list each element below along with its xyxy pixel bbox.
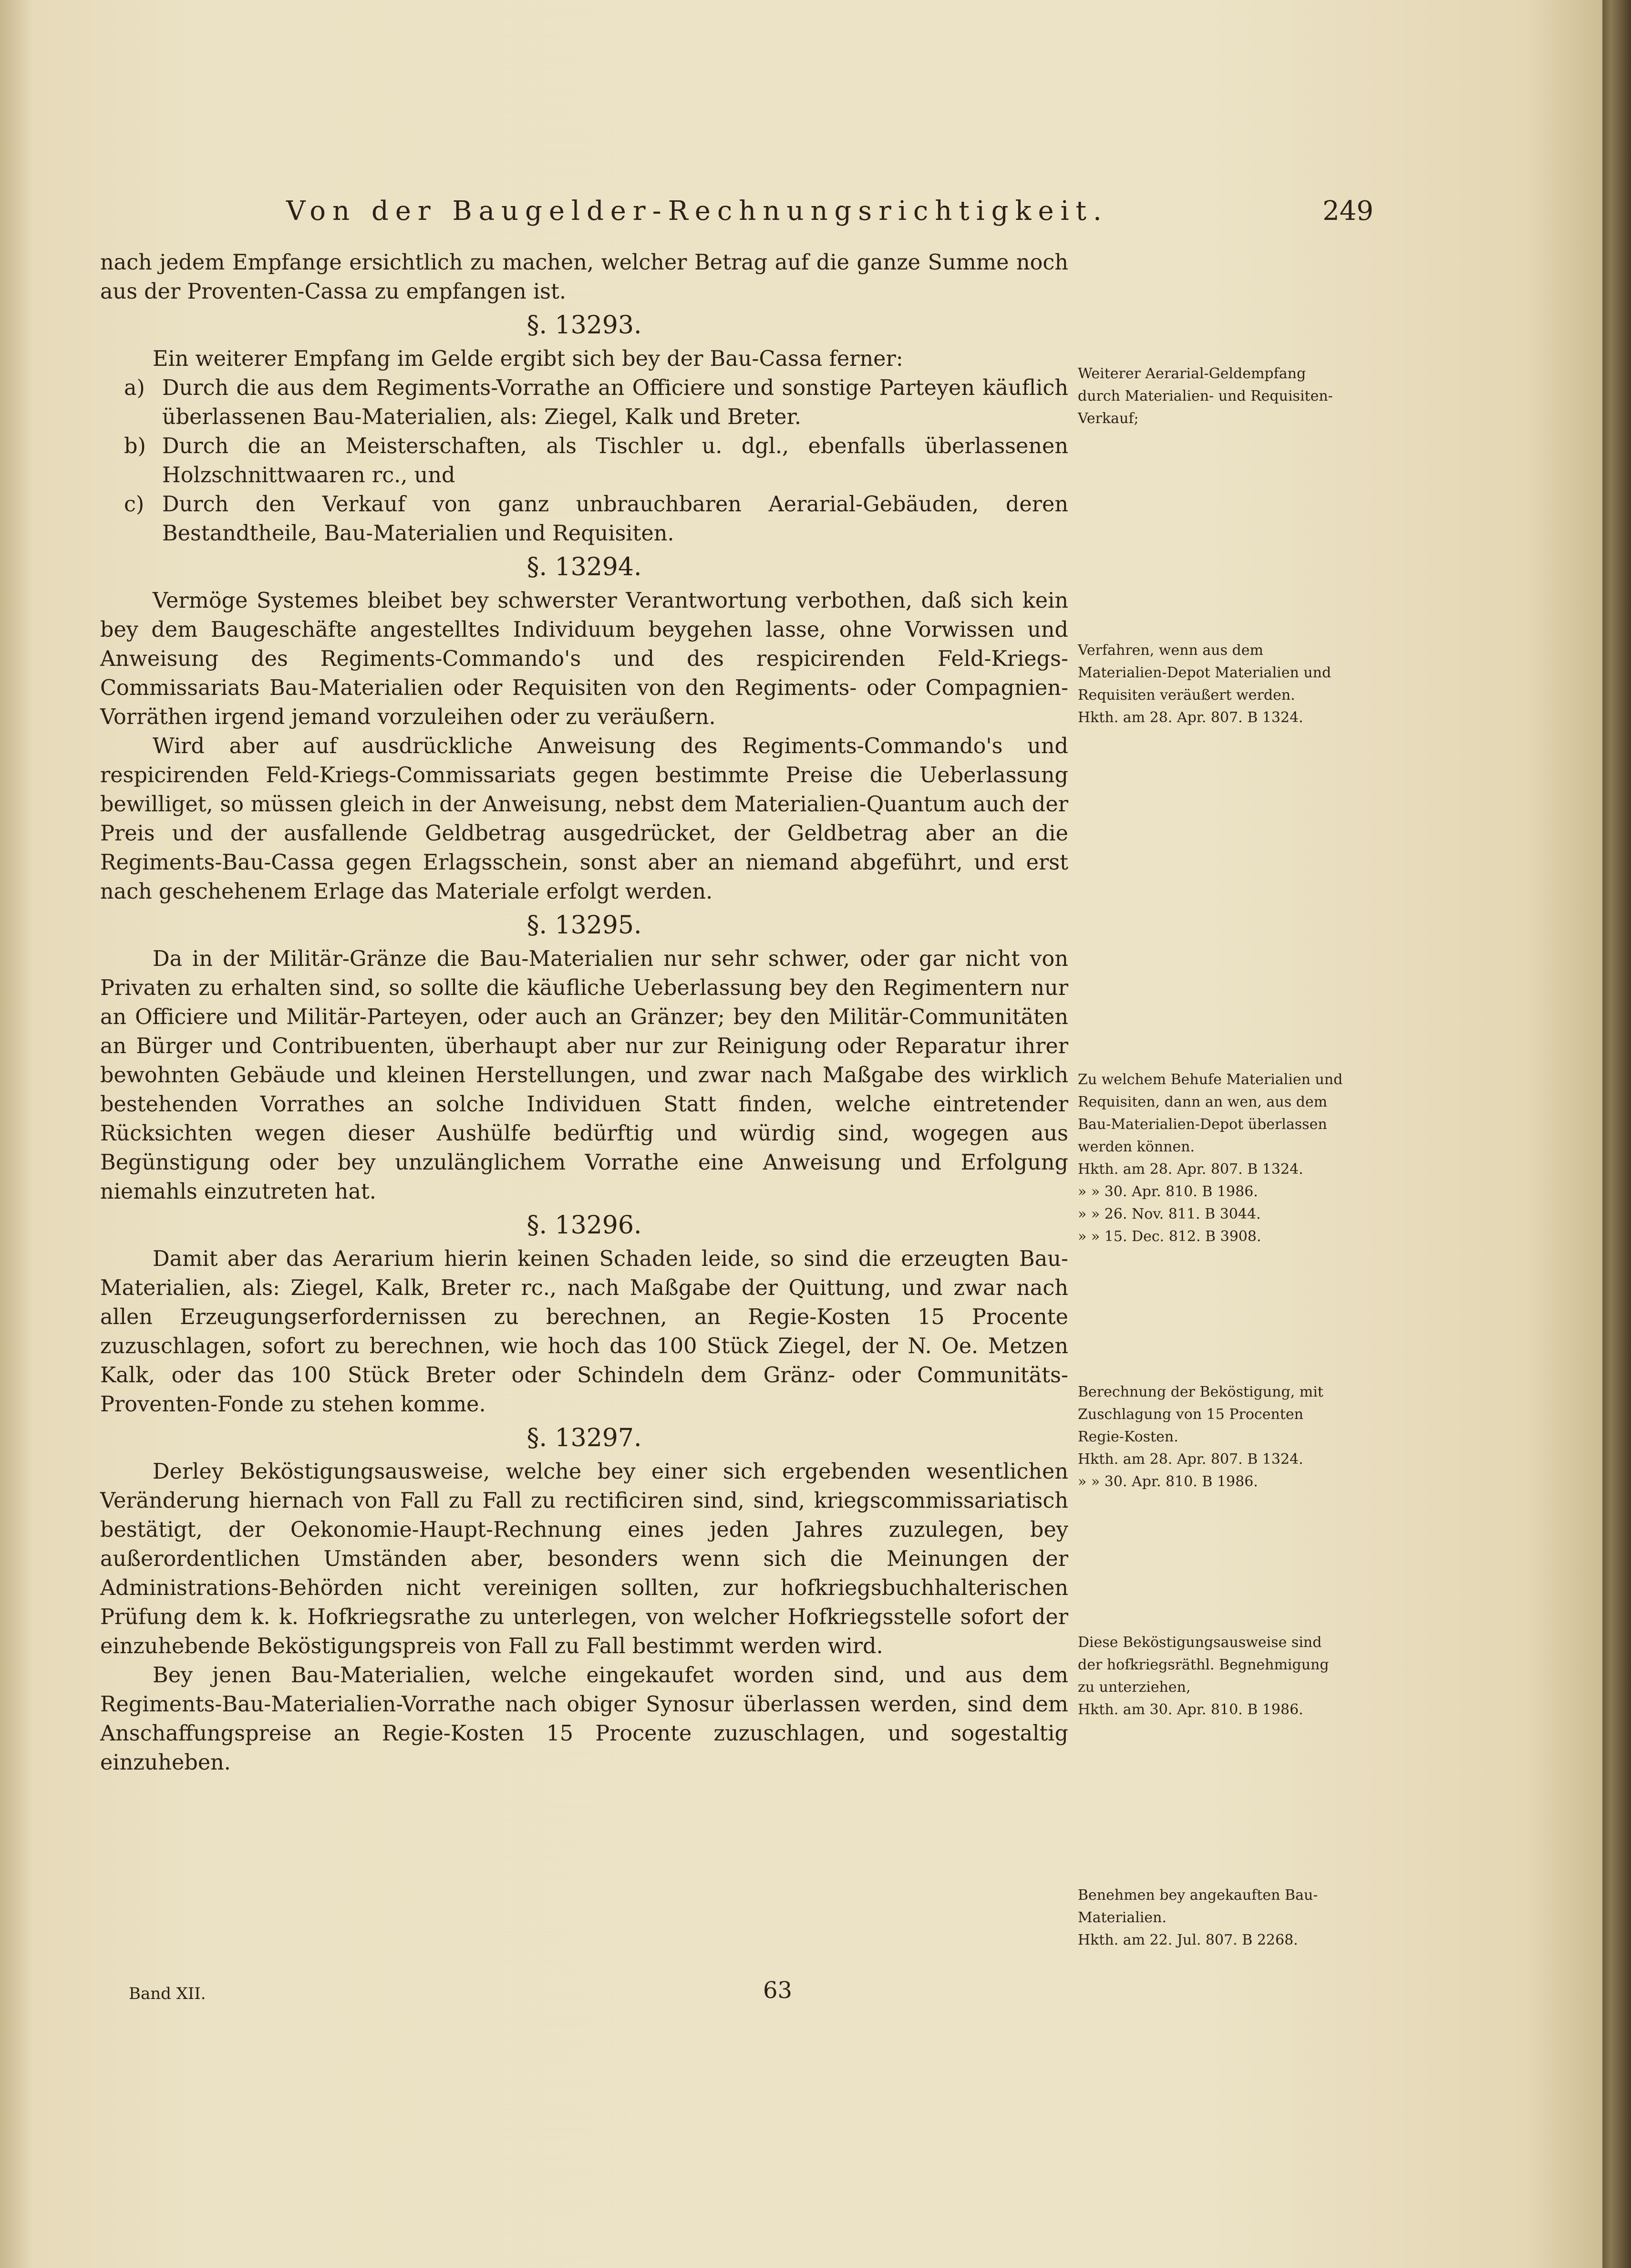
list-item-text: Durch den Verkauf von ganz unbrauchbaren Aerarial-Gebäuden, deren Bestandtheile, Bau-Materialien und Requisiten. [162, 492, 1068, 546]
margin-note-ref: Hkth. am 28. Apr. 807. B 1324. [1078, 1161, 1303, 1178]
paragraph-13297-2: Bey jenen Bau-Materialien, welche eingekaufet worden sind, und aus dem Regiments-Bau-Materialien-Vorrathe nach obiger Synosur überlassen werden, sind dem Anschaffungspreise an Regie-Kosten 15 Procente zuzuschlagen, und sogestaltig einzuheben. [100, 1663, 1068, 1775]
margin-note-text: Berechnung der Beköstigung, mit Zuschlagung von 15 Procenten Regie-Kosten. [1078, 1384, 1323, 1445]
margin-note-ref: » » 30. Apr. 810. B 1986. [1078, 1473, 1258, 1490]
book-spine [1602, 0, 1631, 2268]
list-item-text: Durch die aus dem Regiments-Vorrathe an Officiere und sonstige Parteyen käuflich überlassenen Bau-Materialien, als: Ziegel, Kalk und Breter. [162, 376, 1068, 429]
section-heading-13297: §. 13297. [526, 1424, 642, 1452]
margin-note-ref: » » 15. Dec. 812. B 3908. [1078, 1228, 1261, 1245]
margin-note-13297 [1078, 1631, 1345, 1721]
section-heading-13294: §. 13294. [526, 553, 642, 581]
running-head: Von der Baugelder-Rechnungsrichtigkeit. [286, 196, 1108, 227]
page-number: 249 [1322, 196, 1373, 227]
margin-note-13297-b [1078, 1884, 1345, 1951]
margin-note-13296 [1078, 1381, 1345, 1493]
paragraph-13296-1: Damit aber das Aerarium hierin keinen Schaden leide, so sind die erzeugten Bau-Materialien, als: Ziegel, Kalk, Breter rc., nach Maßgabe der Quittung, und zwar nach allen Erzeugungserfordernissen zu berechnen, an Regie-Kosten 15 Procente zuzuschlagen, sofort zu berechnen, wie hoch das 100 Stück Ziegel, der N. Oe. Metzen Kalk, oder das 100 Stück Breter oder Schindeln dem Gränz- oder Communitäts-Proventen-Fonde zu stehen komme. [100, 1247, 1068, 1417]
margin-note-text: Weiterer Aerarial-Geldempfang durch Materialien- und Requisiten-Verkauf; [1078, 365, 1333, 427]
list-item-text: Durch die an Meisterschaften, als Tischler u. dgl., ebenfalls überlassenen Holzschnittwaaren rc., und [162, 434, 1068, 487]
section-heading-13293: §. 13293. [526, 311, 642, 340]
margin-note-ref: Hkth. am 30. Apr. 810. B 1986. [1078, 1701, 1303, 1718]
margin-note-text: Diese Beköstigungsausweise sind der hofkriegsräthl. Begnehmigung zu unterziehen, [1078, 1634, 1329, 1696]
margin-note-ref: » » 30. Apr. 810. B 1986. [1078, 1183, 1258, 1200]
margin-note-text: Verfahren, wenn aus dem Materialien-Depot Materialien und Requisiten veräußert werden. [1078, 642, 1332, 704]
margin-note-ref: Hkth. am 28. Apr. 807. B 1324. [1078, 709, 1303, 726]
margin-note-text: Benehmen bey angekauften Bau-Materialien. [1078, 1887, 1318, 1926]
paragraph-13293-lead: Ein weiterer Empfang im Gelde ergibt sich bey der Bau-Cassa ferner: [153, 347, 903, 371]
list-marker: c) [124, 492, 145, 517]
paragraph-13297-1: Derley Beköstigungsausweise, welche bey einer sich ergebenden wesentlichen Veränderung hiernach von Fall zu Fall zu rectificiren sind, sind, kriegscommissariatisch bestätigt, der Oekonomie-Haupt-Rechnung eines jeden Jahres zuzulegen, bey außerordentlichen Umständen aber, besonders wenn sich die Meinungen der Administrations-Behörden nicht vereinigen sollten, zur hofkriegsbuchhalterischen Prüfung dem k. k. Hofkriegsrathe zu unterlegen, von welcher Hofkriegsstelle sofort der einzuhebende Beköstigungspreis von Fall zu Fall bestimmt werden wird. [100, 1460, 1068, 1658]
margin-note-ref: » » 26. Nov. 811. B 3044. [1078, 1206, 1261, 1222]
signature-mark: 63 [763, 1977, 793, 2004]
paragraph-13294-1: Vermöge Systemes bleibet bey schwerster Verantwortung verbothen, daß sich kein bey dem Baugeschäfte angestelltes Individuum beygehen lasse, ohne Vorwissen und Anweisung des Regiments-Commando's und des respicirenden Feld-Kriegs-Commissariats Bau-Materialien oder Requisiten von den Regiments- oder Compagnien-Vorräthen irgend jemand vorzuleihen oder zu veräußern. [100, 589, 1068, 729]
margin-note-13294 [1078, 639, 1345, 729]
list-marker: b) [124, 434, 146, 458]
main-text [100, 248, 1068, 1777]
margin-note-13293 [1078, 362, 1345, 430]
intro-paragraph: nach jedem Empfange ersichtlich zu machen, welcher Betrag auf die ganze Summe noch aus der Proventen-Cassa zu empfangen ist. [100, 250, 1068, 304]
list-item-b [100, 432, 1068, 490]
section-heading-13295: §. 13295. [526, 911, 642, 940]
margin-note-ref: Hkth. am 22. Jul. 807. B 2268. [1078, 1932, 1298, 1948]
margin-note-text: Zu welchem Behufe Materialien und Requisiten, dann an wen, aus dem Bau-Materialien-Depot überlassen werden können. [1078, 1071, 1343, 1155]
paragraph-13294-2: Wird aber auf ausdrückliche Anweisung des Regiments-Commando's und respicirenden Feld-Kriegs-Commissariats gegen bestimmte Preise die Ueberlassung bewilliget, so müssen gleich in der Anweisung, nebst dem Materialien-Quantum auch der Preis und der ausfallende Geldbetrag ausgedrücket, der Geldbetrag aber an die Regiments-Bau-Cassa gegen Erlagsschein, sonst aber an niemand abgeführt, und erst nach geschehenem Erlage das Materiale erfolgt werden. [100, 734, 1068, 904]
paragraph-13295-1: Da in der Militär-Gränze die Bau-Materialien nur sehr schwer, oder gar nicht von Privaten zu erhalten sind, so sollte die käufliche Ueberlassung bey den Regimentern nur an Officiere und Militär-Parteyen, oder auch an Gränzer; bey den Militär-Communitäten an Bürger und Contribuenten, überhaupt aber nur zur Reinigung oder Reparatur ihrer bewohnten Gebäude und kleinen Herstellungen, und zwar nach Maßgabe des wirklich bestehenden Vorrathes an solche Individuen Statt finden, welche eintretender Rücksichten wegen dieser Aushülfe bedürftig und würdig sind, wogegen aus Begünstigung oder bey unzulänglichem Vorrathe eine Anweisung und Erfolgung niemahls einzutreten hat. [100, 947, 1068, 1204]
volume-footer: Band XII. [129, 1984, 206, 2003]
section-heading-13296: §. 13296. [526, 1211, 642, 1240]
list-marker: a) [124, 376, 145, 400]
list-item-c [100, 490, 1068, 548]
list-item-a [100, 373, 1068, 432]
margin-note-13295 [1078, 1068, 1345, 1248]
margin-note-ref: Hkth. am 28. Apr. 807. B 1324. [1078, 1451, 1303, 1468]
